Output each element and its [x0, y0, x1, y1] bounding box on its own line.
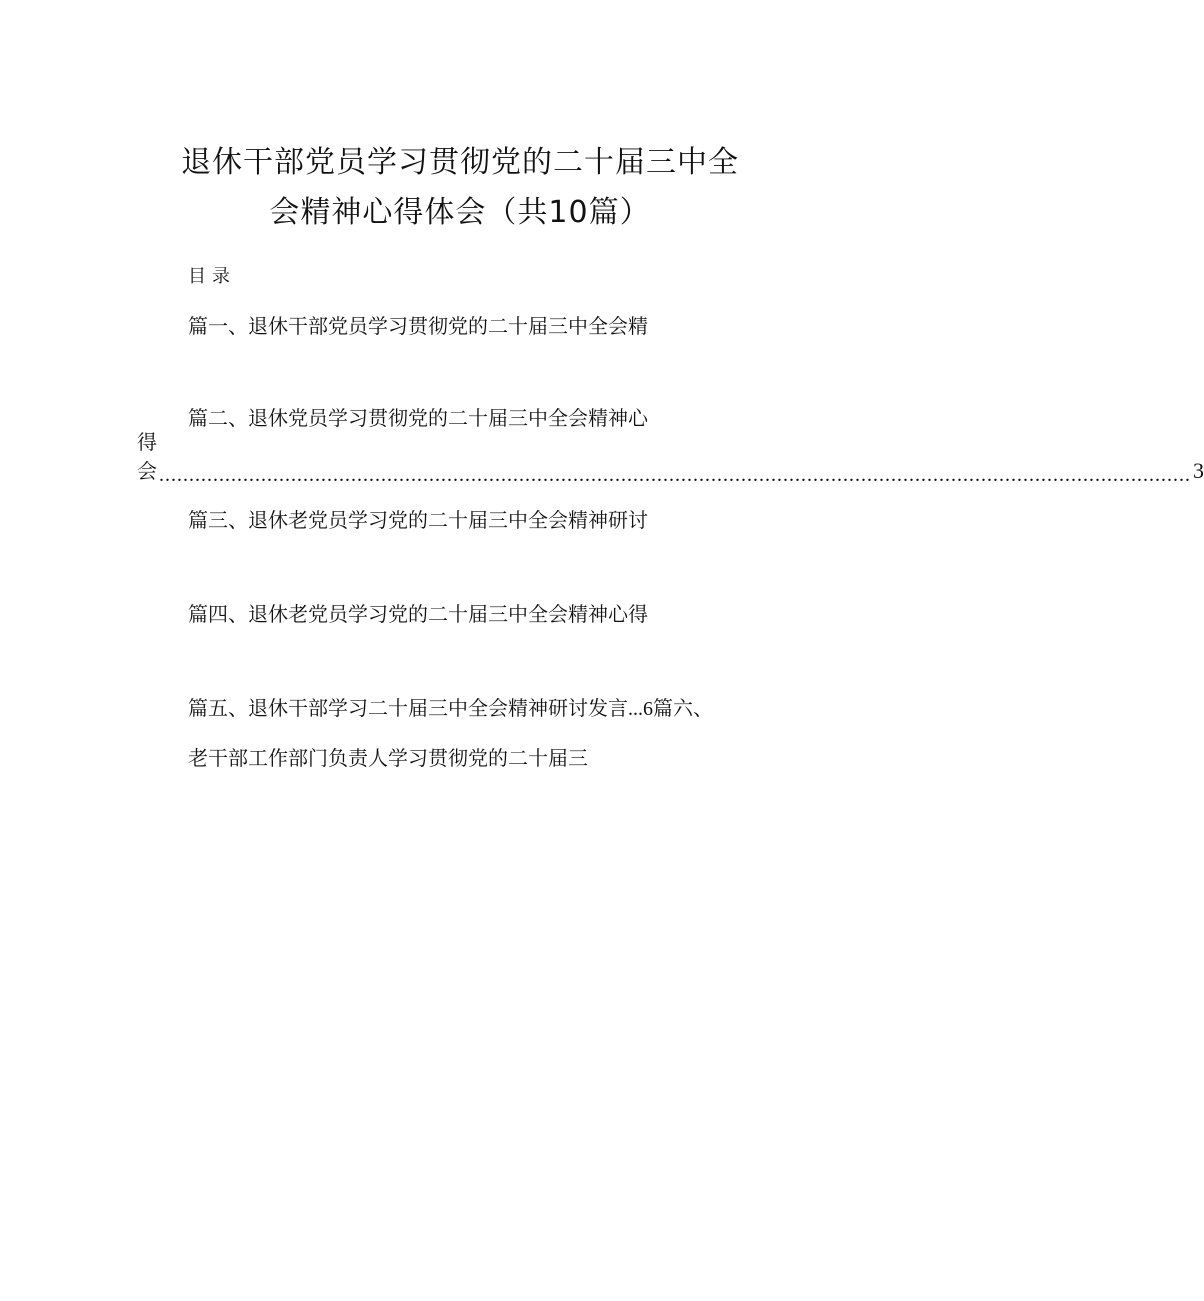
toc-entry-2[interactable]: 篇二、退休党员学习贯彻党的二十届三中全会精神心: [188, 406, 648, 430]
document-title-line-1: 退休干部党员学习贯彻党的二十届三中全: [181, 145, 739, 180]
toc-entry-3[interactable]: 篇三、退休老党员学习党的二十届三中全会精神研讨: [188, 508, 648, 532]
toc-entry-6[interactable]: 老干部工作部门负责人学习贯彻党的二十届三: [188, 746, 588, 770]
document-title-line-2: 会精神心得体会（共10篇）: [269, 195, 651, 230]
toc-dot-leader: ............................................................................................................................................................................: [159, 464, 1191, 486]
toc-entry-5-page-number: 6: [643, 698, 653, 720]
toc-entry-4[interactable]: 篇四、退休老党员学习党的二十届三中全会精神心得: [188, 602, 648, 626]
toc-entry-2-continuation-text: 得会: [137, 430, 157, 483]
toc-label: 目录: [188, 266, 236, 287]
toc-entry-1[interactable]: 篇一、退休干部党员学习贯彻党的二十届三中全会精: [188, 314, 648, 338]
toc-entry-6-prefix: 篇六、: [653, 696, 713, 720]
toc-entry-5-text: 篇五、退休干部学习二十届三中全会精神研讨发言: [188, 696, 628, 720]
toc-entry-5[interactable]: [188, 694, 713, 723]
toc-entry-2-page-number: 3: [1193, 458, 1204, 483]
toc-entry-2-continuation[interactable]: [137, 430, 1204, 486]
toc-entry-5-leader: ...: [628, 698, 643, 720]
